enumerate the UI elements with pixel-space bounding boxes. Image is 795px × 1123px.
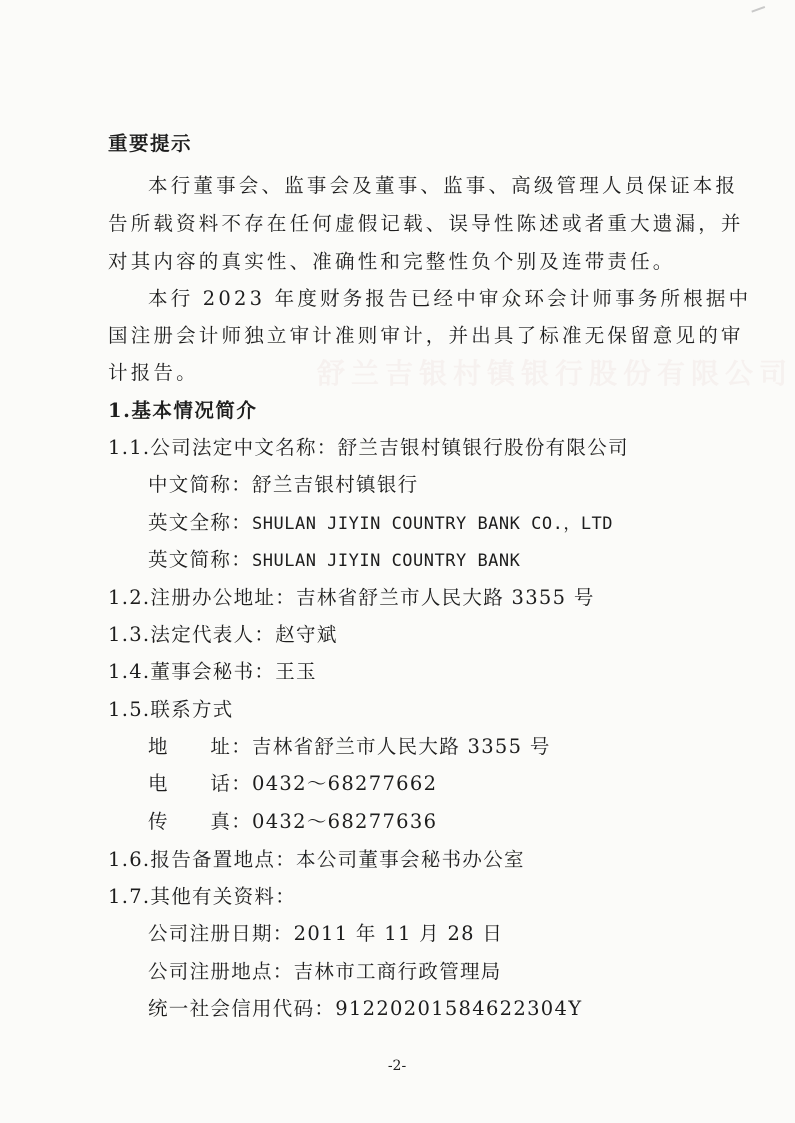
credit-code-row bbox=[148, 996, 582, 1022]
legal-rep-value: 赵守斌 bbox=[275, 623, 338, 646]
page-number: -2- bbox=[387, 1058, 407, 1074]
secretary-row bbox=[108, 659, 317, 685]
address-row bbox=[108, 585, 595, 611]
credit-code-value: 91220201584622304Y bbox=[335, 997, 583, 1020]
notice-p1-line2: 告所载资料不存在任何虚假记载、误导性陈述或者重大遗漏，并 bbox=[108, 212, 744, 235]
en-full-label: 英文全称： bbox=[148, 511, 253, 534]
en-full-value: SHULAN JIYIN COUNTRY BANK CO.，LTD bbox=[252, 514, 614, 534]
watermark: 舒兰吉银村镇银行股份有限公司 bbox=[316, 357, 794, 390]
legal-rep-label: 1.3.法定代表人： bbox=[108, 623, 276, 646]
other-info-heading: 1.7.其他有关资料： bbox=[108, 885, 297, 908]
secretary-label: 1.4.董事会秘书： bbox=[108, 660, 276, 683]
reg-date-row bbox=[148, 921, 503, 947]
reg-place-row bbox=[148, 959, 502, 985]
legal-name-label: 1.1.公司法定中文名称： bbox=[108, 436, 338, 459]
address-label: 1.2.注册办公地址： bbox=[108, 586, 297, 609]
archive-row bbox=[108, 847, 525, 873]
notice-p2-line3: 计报告。 bbox=[108, 361, 199, 384]
contact-fax-row bbox=[148, 809, 437, 835]
reg-place-value: 吉林市工商行政管理局 bbox=[293, 960, 502, 983]
credit-code-label: 统一社会信用代码： bbox=[148, 997, 336, 1020]
archive-label: 1.6.报告备置地点： bbox=[108, 848, 297, 871]
contact-address-row bbox=[148, 734, 551, 760]
contact-address-label: 地 址： bbox=[148, 735, 253, 758]
contact-fax-value: 0432～68277636 bbox=[252, 810, 438, 833]
contact-heading: 1.5.联系方式 bbox=[108, 698, 234, 721]
contact-address-value: 吉林省舒兰市人民大路 3355 号 bbox=[252, 735, 551, 758]
contact-phone-value: 0432～68277662 bbox=[252, 772, 438, 795]
en-full-row bbox=[148, 510, 613, 537]
archive-value: 本公司董事会秘书办公室 bbox=[296, 848, 525, 871]
address-value: 吉林省舒兰市人民大路 3355 号 bbox=[296, 586, 595, 609]
notice-p1-line1: 本行董事会、监事会及董事、监事、高级管理人员保证本报 bbox=[148, 174, 739, 197]
legal-rep-row bbox=[108, 622, 338, 648]
secretary-value: 王玉 bbox=[275, 660, 317, 683]
en-short-value: SHULAN JIYIN COUNTRY BANK bbox=[252, 551, 521, 571]
notice-p2-line2: 国注册会计师独立审计准则审计，并出具了标准无保留意见的审 bbox=[108, 324, 744, 347]
contact-phone-label: 电 话： bbox=[148, 772, 253, 795]
section1-heading: 1.基本情况简介 bbox=[108, 399, 258, 422]
cn-short-value: 舒兰吉银村镇银行 bbox=[252, 473, 419, 496]
legal-name-value: 舒兰吉银村镇银行股份有限公司 bbox=[337, 436, 629, 459]
en-short-label: 英文简称： bbox=[148, 548, 253, 571]
cn-short-row bbox=[148, 472, 418, 498]
reg-date-label: 公司注册日期： bbox=[148, 922, 294, 945]
reg-date-value: 2011 年 11 月 28 日 bbox=[293, 922, 504, 945]
contact-fax-label: 传 真： bbox=[148, 810, 253, 833]
cn-short-label: 中文简称： bbox=[148, 473, 253, 496]
scan-mark bbox=[751, 6, 768, 22]
reg-place-label: 公司注册地点： bbox=[148, 960, 294, 983]
notice-p2-line1: 本行 2023 年度财务报告已经中审众环会计师事务所根据中 bbox=[148, 287, 752, 310]
notice-heading: 重要提示 bbox=[108, 132, 193, 155]
legal-name-row bbox=[108, 435, 629, 461]
en-short-row bbox=[148, 547, 520, 574]
contact-phone-row bbox=[148, 771, 437, 797]
notice-p1-line3: 对其内容的真实性、准确性和完整性负个别及连带责任。 bbox=[108, 250, 676, 273]
